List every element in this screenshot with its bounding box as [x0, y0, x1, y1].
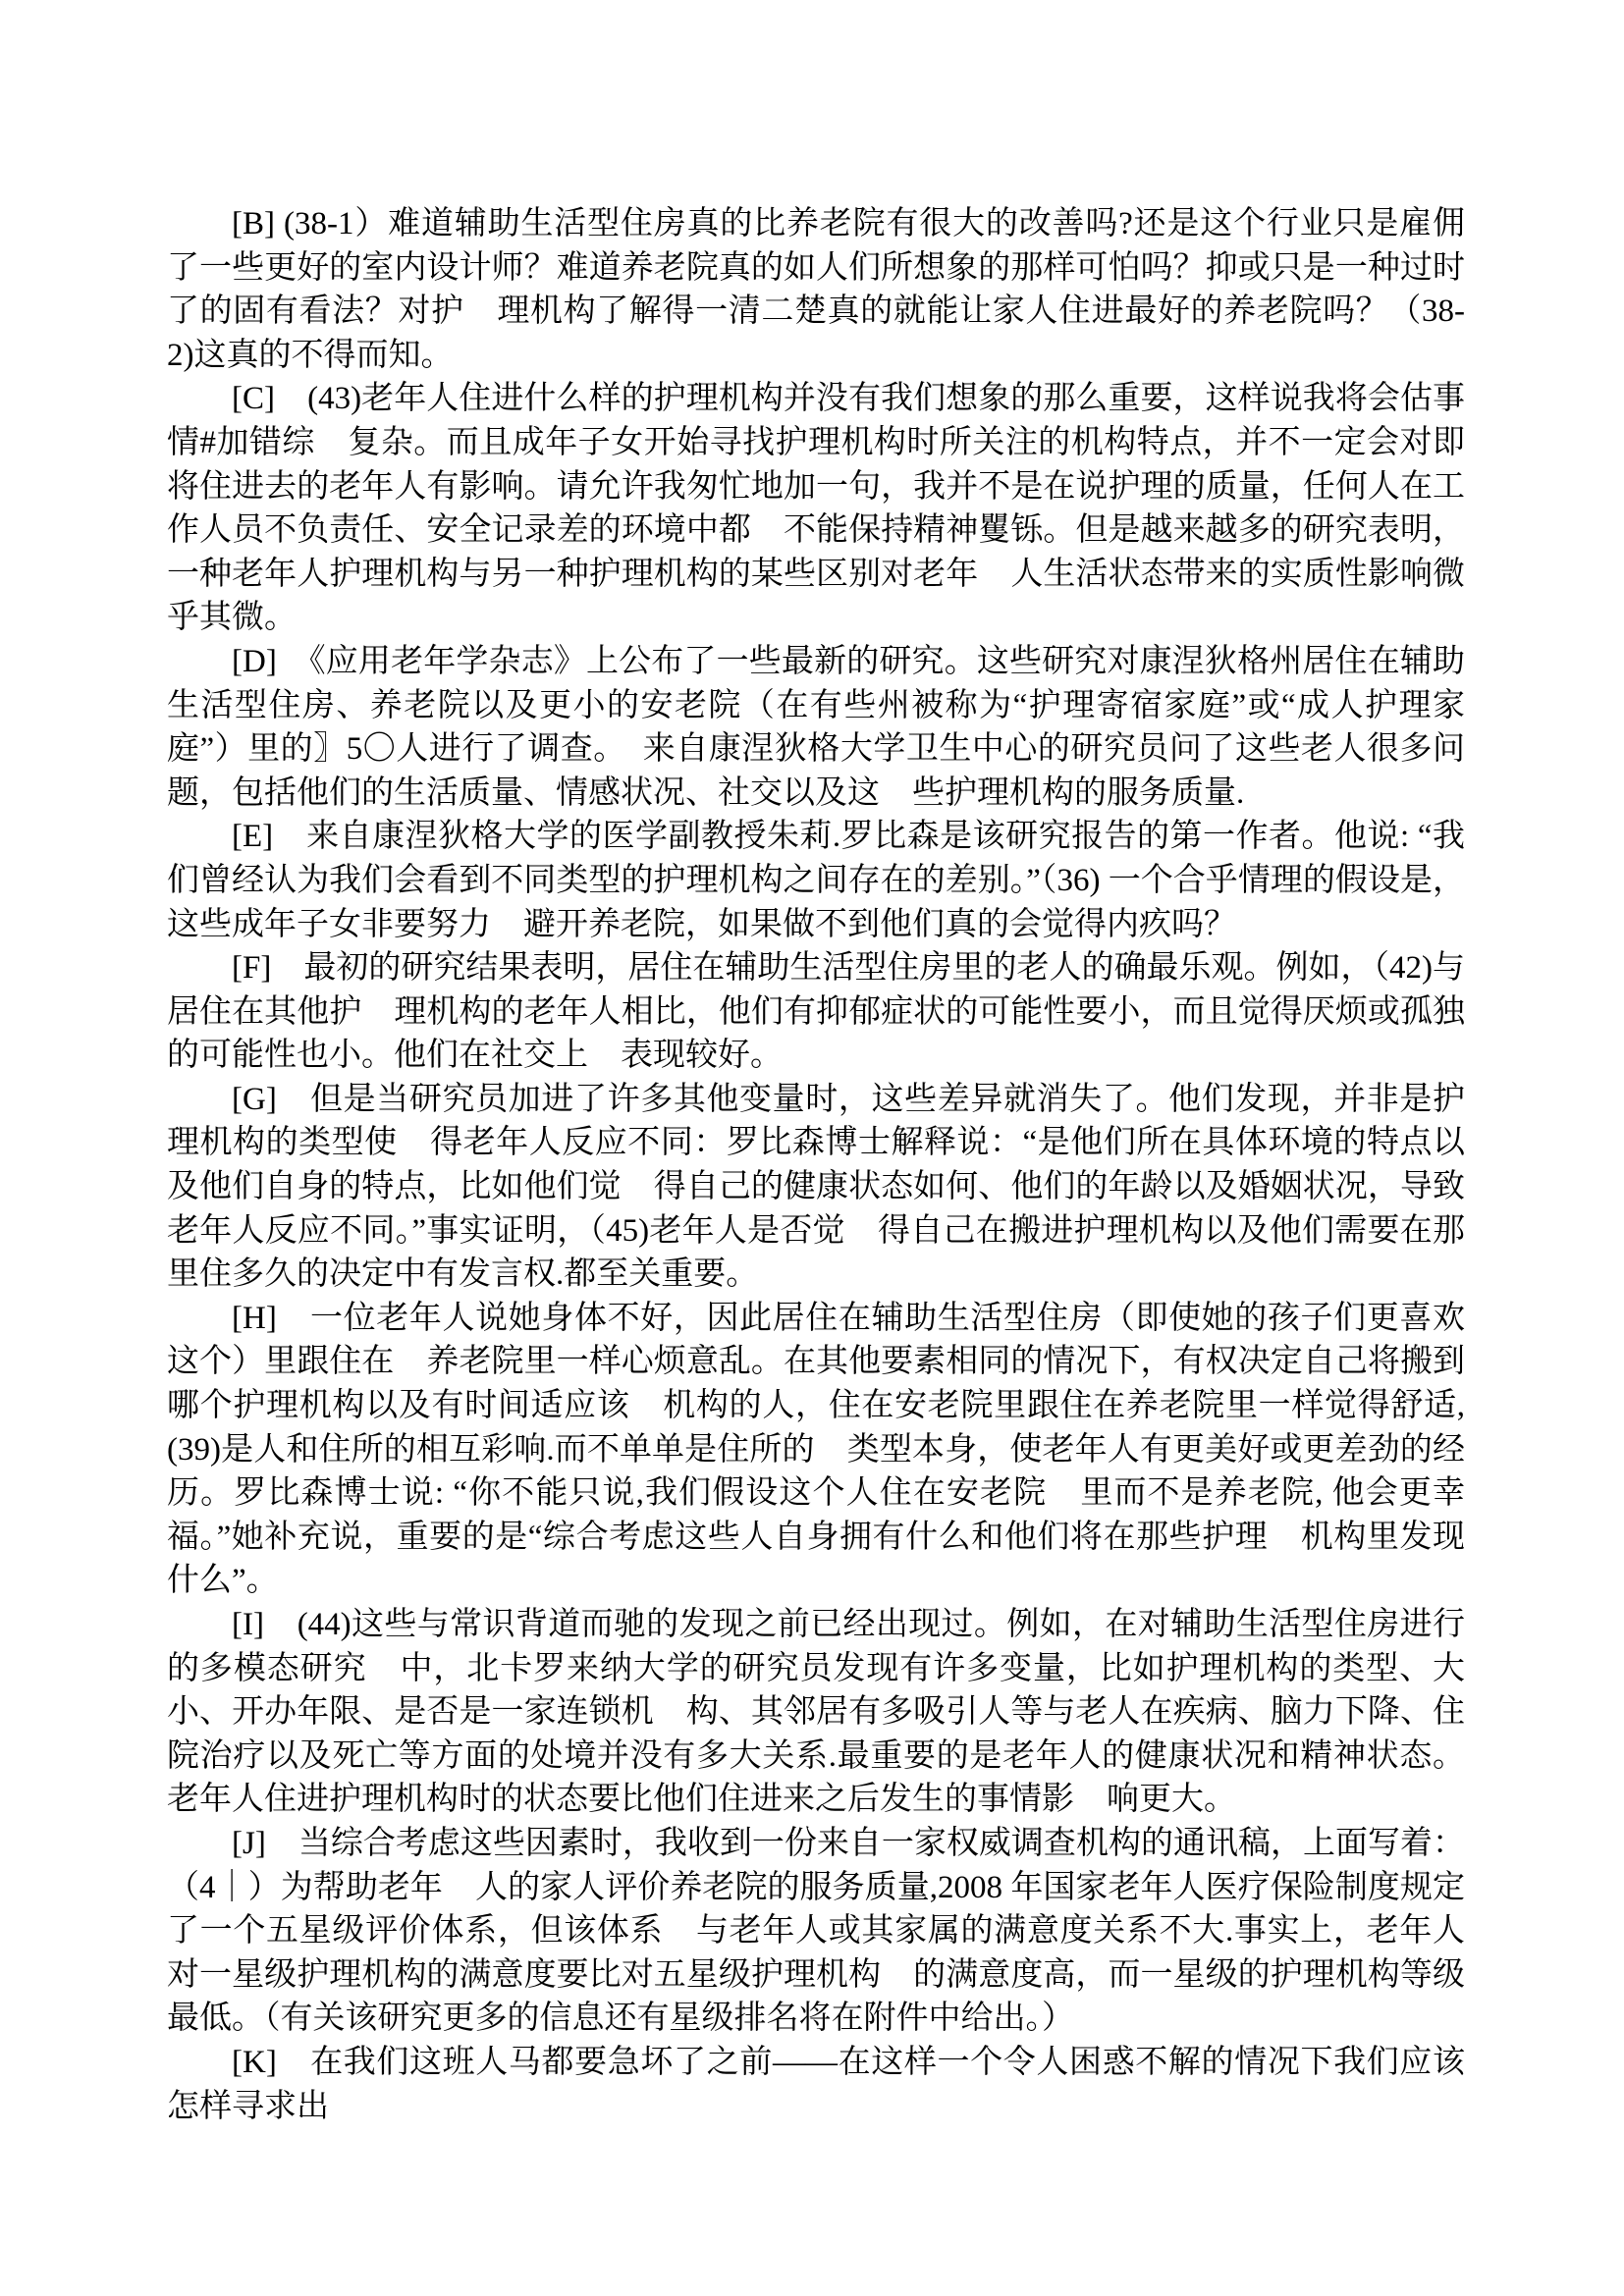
- paragraph-c: [C] (43)老年人住进什么样的护理机构并没有我们想象的那么重要，这样说我将会估事情#加错综 复杂。而且成年子女开始寻找护理机构时所关注的机构特点，并不一定会对即将住进去的老年人有影响。请允许我匆忙地加一句，我并不是在说护理的质量，任何人在工作人员不负责任、安全记录差的环境中都 不能保持精神矍铄。但是越来越多的研究表明，一种老年人护理机构与另一种护理机构的某些区别对老年 人生活状态带来的实质性影响微乎其微。: [167, 381, 1465, 636]
- document-text-area: [167, 202, 1465, 2128]
- paragraph-i: [I] (44)这些与常识背道而驰的发现之前已经出现过。例如，在对辅助生活型住房进行的多模态研究 中，北卡罗来纳大学的研究员发现有许多变量，比如护理机构的类型、大小、开办年限、是否是一家连锁机 构、其邻居有多吸引人等与老人在疾病、脑力下降、住院治疗以及死亡等方面的处境并没有多大关系.最重要的是老年人的健康状况和精神状态。老年人住进护理机构时的状态要比他们住进来之后发生的事情影 响更大。: [167, 1607, 1465, 1818]
- paragraph-j: [J] 当综合考虑这些因素时，我收到一份来自一家权威调查机构的通讯稿，上面写着：（4｜）为帮助老年 人的家人评价养老院的服务质量,2008 年国家老年人医疗保险制度规定了一个五星级评价体系，但该体系 与老年人或其家属的满意度关系不大.事实上，老年人对一星级护理机构的满意度要比对五星级护理机构 的满意度高，而一星级的护理机构等级最低。（有关该研究更多的信息还有星级排名将在附件中给出。）: [167, 1825, 1465, 2037]
- paragraph-g: [G] 但是当研究员加进了许多其他变量时，这些差异就消失了。他们发现，并非是护理机构的类型使 得老年人反应不同：罗比森博士解释说：“是他们所在具体环境的特点以及他们自身的特点，比如他们觉 得自己的健康状态如何、他们的年龄以及婚姻状况，导致老年人反应不同。”事实证明，（45)老年人是否觉 得自己在搬进护理机构以及他们需要在那里住多久的决定中有发言权.都至关重要。: [167, 1081, 1465, 1293]
- paragraph-d: [D] 《应用老年学杂志》上公布了一些最新的研究。这些研究对康涅狄格州居住在辅助生活型住房、养老院以及更小的安老院（在有些州被称为“护理寄宿家庭”或“成人护理家庭”）里的〗5〇人进行了调查。 来自康涅狄格大学卫生中心的研究员问了这些老人很多问题，包括他们的生活质量、情感状况、社交以及这 些护理机构的服务质量.: [167, 643, 1465, 811]
- paragraph-e: [E] 来自康涅狄格大学的医学副教授朱莉.罗比森是该研究报告的第一作者。他说: “我们曾经认为我们会看到不同类型的护理机构之间存在的差别。”（36) 一个合乎情理的假设是，这些成年子女非要努力 避开养老院，如果做不到他们真的会觉得内疚吗？: [167, 819, 1465, 942]
- paragraph-b: [B] (38-1）难道辅助生活型住房真的比养老院有很大的改善吗?还是这个行业只是雇佣了一些更好的室内设计师？难道养老院真的如人们所想象的那样可怕吗？抑或只是一种过时了的固有看法？对护 理机构了解得一清二楚真的就能让家人住进最好的养老院吗？（38-2)这真的不得而知。: [167, 206, 1465, 373]
- paragraph-h: [H] 一位老年人说她身体不好，因此居住在辅助生活型住房（即使她的孩子们更喜欢这个）里跟住在 养老院里一样心烦意乱。在其他要素相同的情况下，有权决定自己将搬到哪个护理机构以及有时间适应该 机构的人，住在安老院里跟住在养老院里一样觉得舒适, (39)是人和住所的相互彩响.而不单单是住所的 类型本身，使老年人有更美好或更差劲的经历。罗比森博士说: “你不能只说,我们假设这个人住在安老院 里而不是养老院, 他会更幸福。”她补充说，重要的是“综合考虑这些人自身拥有什么和他们将在那些护理 机构里发现什么”。: [167, 1300, 1465, 1599]
- paragraph-k: [K] 在我们这班人马都要急坏了之前——在这样一个令人困惑不解的情况下我们应该怎样寻求出: [167, 2044, 1465, 2124]
- paragraph-f: [F] 最初的研究结果表明，居住在辅助生活型住房里的老人的确最乐观。例如，（42)与居住在其他护 理机构的老年人相比，他们有抑郁症状的可能性要小，而且觉得厌烦或孤独的可能性也小。他们在社交上 表现较好。: [167, 950, 1465, 1074]
